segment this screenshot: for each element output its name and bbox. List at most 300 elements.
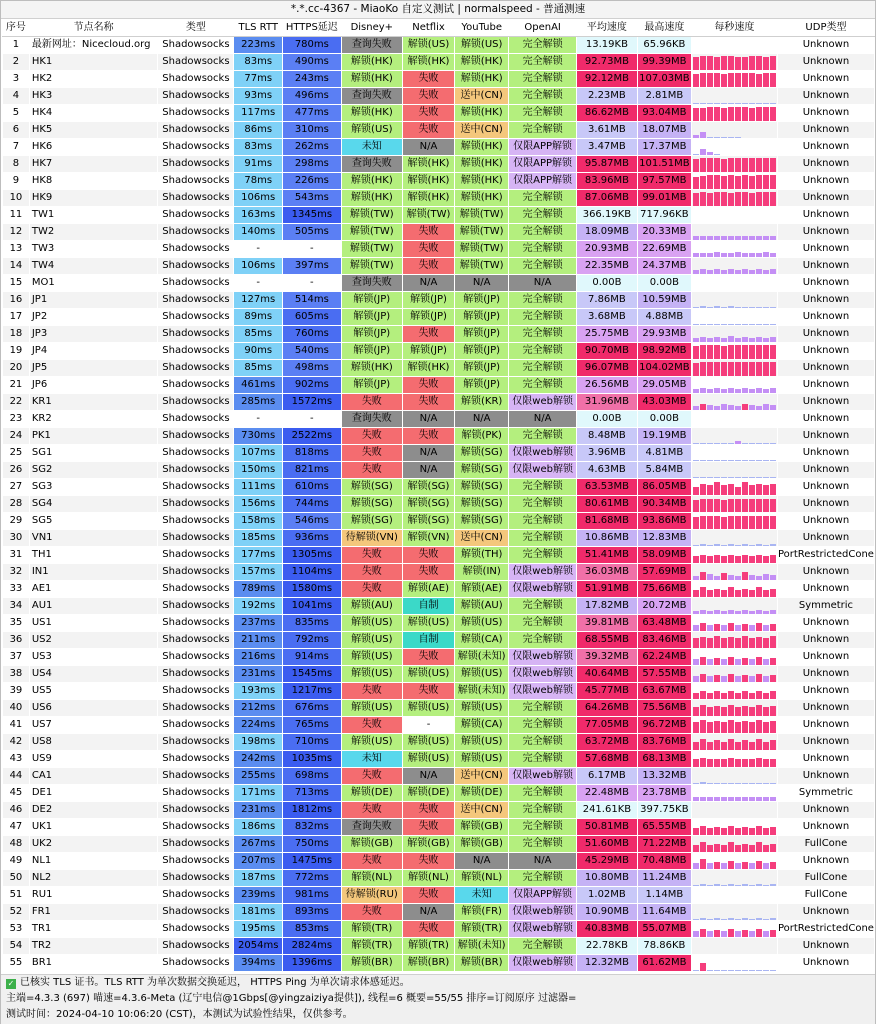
node-name: US9: [29, 751, 157, 768]
table-row[interactable]: [3, 445, 875, 462]
udp-type: Unknown: [777, 938, 874, 955]
table-row[interactable]: [3, 700, 875, 717]
avg-speed: 6.17MB: [577, 768, 638, 785]
speed-bar: [763, 625, 769, 631]
table-row[interactable]: [3, 139, 875, 156]
speed-bar: [728, 253, 734, 257]
row-index: 7: [3, 139, 30, 156]
udp-type: FullCone: [777, 887, 874, 904]
speed-bar: [728, 884, 734, 886]
table-row[interactable]: [3, 377, 875, 394]
netflix-status: 失败: [402, 88, 454, 105]
speed-bar: [742, 970, 748, 971]
avg-speed: 68.55MB: [577, 632, 638, 649]
table-row[interactable]: [3, 513, 875, 530]
speed-bar: [714, 482, 720, 495]
speed-bar: [707, 919, 713, 920]
table-row[interactable]: [3, 785, 875, 802]
speed-bar: [735, 345, 741, 359]
column-header[interactable]: 类型: [158, 20, 234, 37]
speed-bar: [735, 57, 741, 70]
table-row[interactable]: [3, 887, 875, 904]
table-row[interactable]: [3, 598, 875, 615]
node-type: Shadowsocks: [158, 836, 234, 853]
speed-bar: [770, 388, 776, 393]
netflix-status: N/A: [402, 411, 454, 428]
udp-type: Symmetric: [777, 598, 874, 615]
node-type: Shadowsocks: [158, 462, 234, 479]
netflix-status: 解锁(SG): [402, 496, 454, 513]
tls-rtt: -: [234, 241, 282, 258]
max-speed: 93.04MB: [637, 105, 691, 122]
tls-rtt: 192ms: [234, 598, 282, 615]
table-row[interactable]: [3, 904, 875, 921]
speed-bar: [721, 404, 727, 410]
speed-bar: [763, 574, 769, 580]
node-type: Shadowsocks: [158, 547, 234, 564]
speed-bar: [714, 721, 720, 733]
table-row[interactable]: [3, 615, 875, 632]
speed-bar: [707, 56, 713, 70]
speed-bar: [693, 177, 699, 189]
openai-status: 仅限web解锁: [509, 462, 577, 479]
column-header[interactable]: 每秒速度: [691, 20, 777, 37]
column-header[interactable]: Netflix: [402, 20, 454, 37]
speed-bar: [714, 658, 720, 665]
speed-bar: [707, 931, 713, 937]
table-row[interactable]: [3, 462, 875, 479]
speed-bar: [756, 544, 762, 546]
table-row[interactable]: [3, 836, 875, 853]
speed-bar: [728, 637, 734, 648]
row-index: 6: [3, 122, 30, 139]
speed-bar: [721, 919, 727, 920]
speed-bar: [707, 253, 713, 257]
speed-bar: [742, 57, 748, 70]
netflix-status: 失败: [402, 802, 454, 819]
tls-rtt: 231ms: [234, 802, 282, 819]
youtube-status: 解锁(CA): [455, 717, 509, 734]
udp-type: Unknown: [777, 649, 874, 666]
speed-bar: [749, 783, 755, 784]
speed-bar: [728, 345, 734, 359]
speed-bar: [714, 675, 720, 682]
table-row[interactable]: [3, 241, 875, 258]
table-row[interactable]: [3, 496, 875, 513]
table-row[interactable]: [3, 394, 875, 411]
table-row[interactable]: [3, 105, 875, 122]
table-row[interactable]: [3, 326, 875, 343]
table-row[interactable]: [3, 71, 875, 88]
speed-bar: [707, 625, 713, 631]
disney-status: 解锁(US): [341, 615, 402, 632]
max-speed: 24.37MB: [637, 258, 691, 275]
avg-speed: 25.75MB: [577, 326, 638, 343]
table-row[interactable]: [3, 717, 875, 734]
speed-bar: [763, 73, 769, 87]
max-speed: 4.88MB: [637, 309, 691, 326]
speed-bar: [756, 720, 762, 733]
table-row[interactable]: [3, 37, 875, 54]
speed-bar: [749, 108, 755, 121]
speed-bar: [693, 253, 699, 257]
youtube-status: N/A: [455, 275, 509, 292]
speed-bar: [735, 611, 741, 614]
speed-bar: [742, 107, 748, 121]
node-name: 最新网址：Nicecloud.org: [29, 37, 157, 54]
speed-sparkline: [691, 360, 777, 377]
table-row[interactable]: [3, 751, 875, 768]
openai-status: 仅限web解锁: [509, 904, 577, 921]
table-row[interactable]: [3, 122, 875, 139]
speed-sparkline: [691, 292, 777, 309]
speed-bar: [693, 307, 699, 308]
disney-status: 解锁(TW): [341, 241, 402, 258]
column-header[interactable]: HTTPS延迟: [282, 20, 341, 37]
column-header[interactable]: UDP类型: [777, 20, 874, 37]
tls-rtt: 239ms: [234, 887, 282, 904]
speed-bar: [735, 176, 741, 189]
tls-rtt: 89ms: [234, 309, 282, 326]
max-speed: 57.69MB: [637, 564, 691, 581]
table-row[interactable]: [3, 428, 875, 445]
avg-speed: 8.48MB: [577, 428, 638, 445]
avg-speed: 50.81MB: [577, 819, 638, 836]
speed-bar: [742, 404, 748, 410]
speed-bar: [770, 443, 776, 444]
table-row[interactable]: [3, 309, 875, 326]
netflix-status: N/A: [402, 445, 454, 462]
table-row[interactable]: [3, 768, 875, 785]
speed-bar: [707, 137, 713, 138]
netflix-status: 失败: [402, 105, 454, 122]
speed-bar: [756, 107, 762, 121]
speed-bar: [735, 252, 741, 257]
speed-bar: [735, 362, 741, 376]
speed-bar: [770, 192, 776, 206]
table-row[interactable]: [3, 479, 875, 496]
max-speed: 397.75KB: [637, 802, 691, 819]
speed-bar: [742, 482, 748, 495]
youtube-status: 解锁(NL): [455, 870, 509, 887]
speed-bar: [735, 576, 741, 580]
speed-bars: [693, 429, 777, 444]
table-row[interactable]: [3, 683, 875, 700]
node-name: US3: [29, 649, 157, 666]
table-row[interactable]: [3, 819, 875, 836]
speed-bars: [693, 888, 777, 903]
disney-status: 解锁(AU): [341, 598, 402, 615]
speed-bars: [693, 956, 777, 971]
max-speed: 13.32MB: [637, 768, 691, 785]
speed-bar: [700, 176, 706, 189]
speed-bar: [721, 556, 727, 563]
column-header[interactable]: TLS RTT: [234, 20, 282, 37]
udp-type: Unknown: [777, 360, 874, 377]
node-name: US7: [29, 717, 157, 734]
tls-rtt: 106ms: [234, 258, 282, 275]
speed-bar: [749, 193, 755, 206]
speed-sparkline: [691, 751, 777, 768]
speed-bar: [770, 405, 776, 410]
speed-bar: [721, 828, 727, 835]
speed-bar: [714, 137, 720, 138]
table-row[interactable]: [3, 666, 875, 683]
max-speed: 83.76MB: [637, 734, 691, 751]
speed-bar: [735, 406, 741, 410]
table-row[interactable]: [3, 530, 875, 547]
node-type: Shadowsocks: [158, 411, 234, 428]
table-row[interactable]: [3, 207, 875, 224]
row-index: 25: [3, 445, 30, 462]
speed-bar: [693, 389, 699, 393]
speed-bar: [707, 405, 713, 410]
openai-status: 完全解锁: [509, 360, 577, 377]
openai-status: 完全解锁: [509, 700, 577, 717]
column-header[interactable]: 节点名称: [29, 20, 157, 37]
speed-bar: [763, 57, 769, 70]
speed-bar: [770, 555, 776, 563]
table-row[interactable]: [3, 564, 875, 581]
https-latency: 1812ms: [282, 802, 341, 819]
table-row[interactable]: [3, 921, 875, 938]
udp-type: Unknown: [777, 700, 874, 717]
node-type: Shadowsocks: [158, 683, 234, 700]
speed-bar: [763, 516, 769, 529]
speed-bars: [693, 191, 777, 206]
node-name: US2: [29, 632, 157, 649]
node-type: Shadowsocks: [158, 887, 234, 904]
node-name: PK1: [29, 428, 157, 445]
speed-bar: [742, 658, 748, 665]
max-speed: 29.05MB: [637, 377, 691, 394]
speed-bars: [693, 72, 777, 87]
avg-speed: 13.19KB: [577, 37, 638, 54]
node-type: Shadowsocks: [158, 122, 234, 139]
speed-sparkline: [691, 836, 777, 853]
speed-bar: [770, 970, 776, 971]
speed-bar: [735, 556, 741, 563]
speed-bars: [693, 599, 777, 614]
speed-sparkline: [691, 37, 777, 54]
table-row[interactable]: [3, 88, 875, 105]
table-row[interactable]: [3, 190, 875, 207]
table-row[interactable]: [3, 581, 875, 598]
tls-rtt: 77ms: [234, 71, 282, 88]
disney-status: 查询失败: [341, 156, 402, 173]
footer-line1: 已核实 TLS 证书。TLS RTT 为单次数据交换延迟， HTTPS Ping 为单次请求体感延迟。: [20, 977, 410, 988]
https-latency: 514ms: [282, 292, 341, 309]
udp-type: Unknown: [777, 683, 874, 700]
speed-bar: [770, 362, 776, 376]
speed-bar: [749, 676, 755, 682]
table-row[interactable]: [3, 360, 875, 377]
node-type: Shadowsocks: [158, 479, 234, 496]
table-row[interactable]: [3, 343, 875, 360]
speed-bar: [693, 74, 699, 87]
speed-bar: [707, 828, 713, 835]
row-index: 34: [3, 598, 30, 615]
speed-bar: [763, 611, 769, 614]
avg-speed: 7.86MB: [577, 292, 638, 309]
speed-bar: [749, 443, 755, 444]
table-row[interactable]: [3, 173, 875, 190]
column-header[interactable]: YouTube: [455, 20, 509, 37]
openai-status: 完全解锁: [509, 819, 577, 836]
openai-status: 完全解锁: [509, 309, 577, 326]
tls-rtt: 111ms: [234, 479, 282, 496]
table-row[interactable]: [3, 938, 875, 955]
openai-status: 完全解锁: [509, 241, 577, 258]
speed-bar: [693, 57, 699, 70]
speed-bar: [714, 544, 720, 546]
column-header[interactable]: 平均速度: [577, 20, 638, 37]
speed-bar: [756, 783, 762, 784]
youtube-status: 解锁(AU): [455, 598, 509, 615]
speed-bar: [749, 158, 755, 172]
row-index: 40: [3, 700, 30, 717]
speed-bar: [749, 556, 755, 563]
column-header[interactable]: Disney+: [341, 20, 402, 37]
speed-bar: [728, 783, 734, 784]
speed-bar: [693, 135, 699, 138]
speed-bar: [714, 783, 720, 784]
column-header[interactable]: OpenAI: [509, 20, 577, 37]
https-latency: 1345ms: [282, 207, 341, 224]
speed-bar: [735, 487, 741, 495]
netflix-status: 解锁(HK): [402, 54, 454, 71]
table-row[interactable]: [3, 224, 875, 241]
disney-status: 解锁(SG): [341, 496, 402, 513]
https-latency: 853ms: [282, 921, 341, 938]
disney-status: 失败: [341, 802, 402, 819]
udp-type: Unknown: [777, 88, 874, 105]
speed-bar: [735, 742, 741, 750]
youtube-status: 送中(CN): [455, 768, 509, 785]
window-title: *.*.cc-4367 - MiaoKo 自定义测试 | normalspeed - 普通测速: [1, 1, 875, 19]
speed-bar: [756, 56, 762, 70]
row-index: 8: [3, 156, 30, 173]
speed-bar: [721, 389, 727, 393]
speed-bar: [721, 485, 727, 495]
youtube-status: 解锁(TR): [455, 921, 509, 938]
youtube-status: N/A: [455, 853, 509, 870]
table-row[interactable]: [3, 649, 875, 666]
disney-status: 解锁(US): [341, 122, 402, 139]
speed-bar: [749, 919, 755, 920]
speed-bar: [756, 610, 762, 614]
speed-bar: [693, 193, 699, 206]
openai-status: 完全解锁: [509, 836, 577, 853]
speed-bar: [707, 175, 713, 189]
table-row[interactable]: [3, 955, 875, 972]
max-speed: 20.72MB: [637, 598, 691, 615]
max-speed: 96.72MB: [637, 717, 691, 734]
table-row[interactable]: [3, 853, 875, 870]
max-speed: 717.96KB: [637, 207, 691, 224]
table-row[interactable]: [3, 870, 875, 887]
speed-sparkline: [691, 632, 777, 649]
udp-type: Unknown: [777, 666, 874, 683]
speed-bars: [693, 582, 777, 597]
youtube-status: 解锁(JP): [455, 360, 509, 377]
node-name: HK4: [29, 105, 157, 122]
netflix-status: 失败: [402, 428, 454, 445]
speed-bar: [714, 691, 720, 699]
table-row[interactable]: [3, 54, 875, 71]
youtube-status: 解锁(SG): [455, 496, 509, 513]
disney-status: 查询失败: [341, 819, 402, 836]
disney-status: 解锁(HK): [341, 105, 402, 122]
table-row[interactable]: [3, 802, 875, 819]
speed-bar: [721, 362, 727, 376]
table-row[interactable]: [3, 258, 875, 275]
openai-status: 完全解锁: [509, 513, 577, 530]
max-speed: 65.55MB: [637, 819, 691, 836]
https-latency: -: [282, 241, 341, 258]
youtube-status: 解锁(SG): [455, 462, 509, 479]
column-header[interactable]: 最高速度: [637, 20, 691, 37]
speed-bar: [735, 590, 741, 597]
speed-bar: [735, 759, 741, 767]
speed-sparkline: [691, 224, 777, 241]
speed-sparkline: [691, 921, 777, 938]
speed-bar: [735, 338, 741, 342]
disney-status: 查询失败: [341, 37, 402, 54]
row-index: 46: [3, 802, 30, 819]
node-name: TH1: [29, 547, 157, 564]
speed-bar: [721, 192, 727, 206]
table-row[interactable]: [3, 292, 875, 309]
max-speed: 71.22MB: [637, 836, 691, 853]
speed-bar: [770, 844, 776, 852]
max-speed: 107.03MB: [637, 71, 691, 88]
avg-speed: 63.53MB: [577, 479, 638, 496]
tls-rtt: 177ms: [234, 547, 282, 564]
speed-bars: [693, 735, 777, 750]
row-index: 55: [3, 955, 30, 972]
table-row[interactable]: [3, 411, 875, 428]
speed-bar: [770, 345, 776, 359]
row-index: 28: [3, 496, 30, 513]
speed-bar: [735, 828, 741, 835]
speed-bar: [693, 545, 699, 546]
udp-type: Unknown: [777, 768, 874, 785]
node-name: HK3: [29, 88, 157, 105]
speed-bar: [770, 706, 776, 716]
tls-rtt: 78ms: [234, 173, 282, 190]
table-row[interactable]: [3, 734, 875, 751]
table-row[interactable]: [3, 156, 875, 173]
max-speed: 62.24MB: [637, 649, 691, 666]
avg-speed: 63.72MB: [577, 734, 638, 751]
speed-bar: [770, 797, 776, 801]
row-index: 33: [3, 581, 30, 598]
speed-bar: [763, 443, 769, 444]
youtube-status: 解锁(HK): [455, 139, 509, 156]
column-header[interactable]: 序号: [3, 20, 30, 37]
node-name: TW4: [29, 258, 157, 275]
table-row[interactable]: [3, 275, 875, 292]
speed-bar: [735, 192, 741, 206]
speed-bar: [693, 338, 699, 342]
table-row[interactable]: [3, 632, 875, 649]
speed-bar: [728, 306, 734, 308]
table-row[interactable]: [3, 547, 875, 564]
speed-bar: [742, 362, 748, 376]
speed-bar: [707, 73, 713, 87]
avg-speed: 45.77MB: [577, 683, 638, 700]
